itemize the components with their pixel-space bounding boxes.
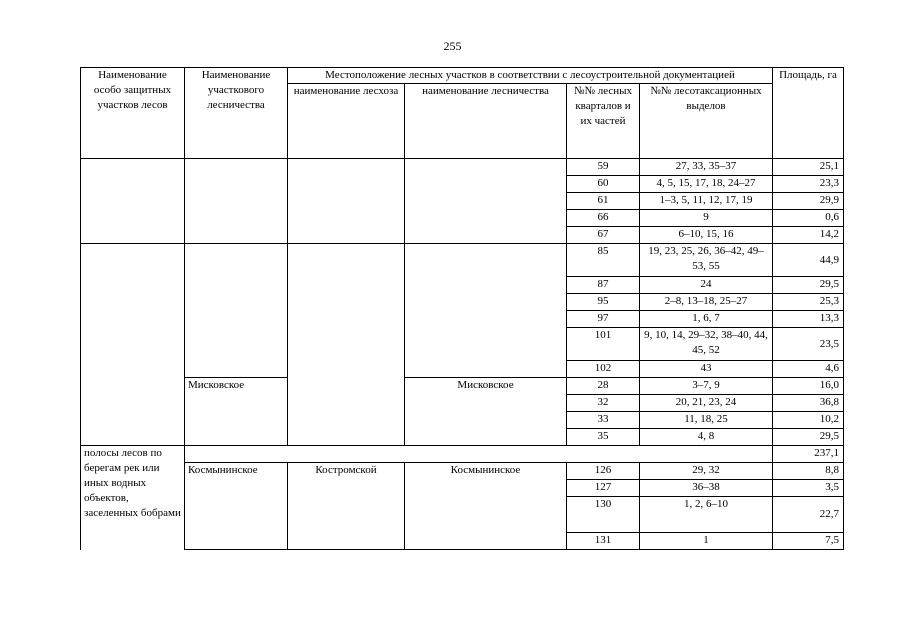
header-leshoz-name: наименование лесхоза — [288, 84, 405, 159]
subcompartment-cell: 6–10, 15, 16 — [640, 227, 773, 244]
empty-cell — [405, 244, 567, 378]
quarter-cell: 85 — [567, 244, 640, 277]
quarter-cell: 35 — [567, 429, 640, 446]
empty-cell — [405, 159, 567, 244]
area-cell: 0,6 — [773, 210, 844, 227]
subcompartment-cell: 11, 18, 25 — [640, 412, 773, 429]
area-cell: 23,5 — [773, 328, 844, 361]
header-location-group: Местоположение лесных участков в соответствии с лесоустроительной документацией — [288, 68, 773, 84]
empty-cell — [288, 244, 405, 446]
header-area-ha: Площадь, га — [773, 68, 844, 159]
subcompartment-cell: 36–38 — [640, 480, 773, 497]
leshoz-cell: Костромской — [288, 463, 405, 550]
table-row — [81, 463, 844, 480]
quarter-cell: 95 — [567, 294, 640, 311]
area-cell: 4,6 — [773, 361, 844, 378]
forestry-cell: Мисковское — [405, 378, 567, 446]
area-cell: 44,9 — [773, 244, 844, 277]
quarter-cell: 67 — [567, 227, 640, 244]
area-cell: 29,5 — [773, 429, 844, 446]
quarter-cell: 59 — [567, 159, 640, 176]
subcompartment-cell: 20, 21, 23, 24 — [640, 395, 773, 412]
header-forestry-name: наименование лесничества — [405, 84, 567, 159]
area-cell: 8,8 — [773, 463, 844, 480]
subcompartment-cell: 1, 2, 6–10 — [640, 497, 773, 533]
subcompartment-cell: 29, 32 — [640, 463, 773, 480]
table-row — [81, 446, 844, 463]
subcompartment-cell: 1–3, 5, 11, 12, 17, 19 — [640, 193, 773, 210]
quarter-cell: 102 — [567, 361, 640, 378]
quarter-cell: 33 — [567, 412, 640, 429]
protective-area-name-cell: полосы лесов по берегам рек или иных водных объектов, заселенных бобрами — [81, 446, 185, 550]
quarter-cell: 32 — [567, 395, 640, 412]
forestry-cell: Космынинское — [405, 463, 567, 550]
area-cell: 23,3 — [773, 176, 844, 193]
area-cell: 25,1 — [773, 159, 844, 176]
quarter-cell: 60 — [567, 176, 640, 193]
subcompartment-cell: 9, 10, 14, 29–32, 38–40, 44, 45, 52 — [640, 328, 773, 361]
area-cell: 7,5 — [773, 533, 844, 550]
quarter-cell: 131 — [567, 533, 640, 550]
empty-cell — [185, 446, 773, 463]
table-row — [81, 159, 844, 176]
subcompartment-cell: 1 — [640, 533, 773, 550]
quarter-cell: 66 — [567, 210, 640, 227]
quarter-cell: 87 — [567, 277, 640, 294]
subcompartment-cell: 3–7, 9 — [640, 378, 773, 395]
header-quarter-numbers: №№ лесных кварталов и их частей — [567, 84, 640, 159]
area-cell: 29,9 — [773, 193, 844, 210]
area-cell: 3,5 — [773, 480, 844, 497]
area-cell: 16,0 — [773, 378, 844, 395]
quarter-cell: 127 — [567, 480, 640, 497]
quarter-cell: 61 — [567, 193, 640, 210]
area-cell: 25,3 — [773, 294, 844, 311]
area-cell: 29,5 — [773, 277, 844, 294]
header-subcompartment-numbers: №№ лесотаксационных выделов — [640, 84, 773, 159]
header-district-forestry-name: Наименование участкового лесничества — [185, 68, 288, 159]
empty-cell — [81, 159, 185, 244]
subcompartment-cell: 19, 23, 25, 26, 36–42, 49–53, 55 — [640, 244, 773, 277]
quarter-cell: 126 — [567, 463, 640, 480]
empty-cell — [81, 244, 185, 446]
district-forestry-cell: Мисковское — [185, 378, 288, 446]
area-cell: 13,3 — [773, 311, 844, 328]
subcompartment-cell: 9 — [640, 210, 773, 227]
quarter-cell: 130 — [567, 497, 640, 533]
subcompartment-cell: 4, 5, 15, 17, 18, 24–27 — [640, 176, 773, 193]
area-cell: 36,8 — [773, 395, 844, 412]
quarter-cell: 28 — [567, 378, 640, 395]
total-area-cell: 237,1 — [773, 446, 844, 463]
forest-plots-table — [80, 67, 844, 550]
empty-cell — [288, 159, 405, 244]
quarter-cell: 97 — [567, 311, 640, 328]
area-cell: 22,7 — [773, 497, 844, 533]
page-number: 255 — [443, 39, 462, 53]
subcompartment-cell: 1, 6, 7 — [640, 311, 773, 328]
subcompartment-cell: 27, 33, 35–37 — [640, 159, 773, 176]
empty-cell — [185, 159, 288, 244]
header-row-1 — [81, 68, 844, 84]
table-row — [81, 378, 844, 395]
area-cell: 14,2 — [773, 227, 844, 244]
table-row — [81, 244, 844, 277]
empty-cell — [185, 244, 288, 378]
area-cell: 10,2 — [773, 412, 844, 429]
district-forestry-cell: Космынинское — [185, 463, 288, 550]
subcompartment-cell: 2–8, 13–18, 25–27 — [640, 294, 773, 311]
subcompartment-cell: 4, 8 — [640, 429, 773, 446]
quarter-cell: 101 — [567, 328, 640, 361]
subcompartment-cell: 43 — [640, 361, 773, 378]
header-protective-area-name: Наименование особо защитных участков лесов — [81, 68, 185, 159]
subcompartment-cell: 24 — [640, 277, 773, 294]
